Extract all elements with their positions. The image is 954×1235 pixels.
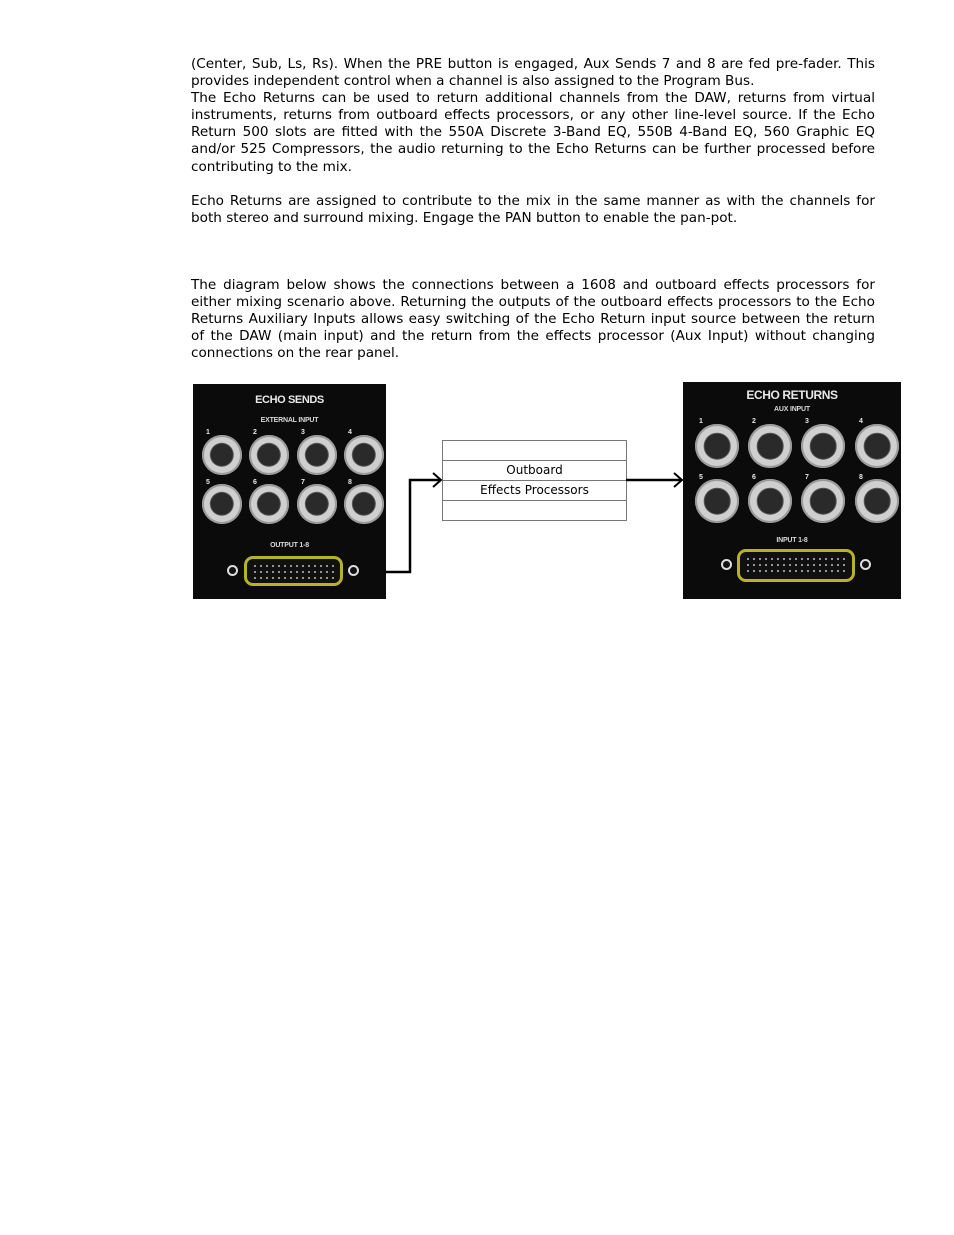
processor-label-line1: Outboard bbox=[443, 460, 626, 480]
xlr-jack-4 bbox=[855, 424, 899, 468]
echo-sends-connector-label: OUTPUT 1-8 bbox=[270, 542, 309, 549]
echo-returns-connector-label: INPUT 1-8 bbox=[776, 537, 808, 544]
jack-number: 3 bbox=[805, 418, 809, 425]
jack-number: 5 bbox=[699, 474, 703, 481]
echo-returns-subtitle: AUX INPUT bbox=[774, 406, 810, 413]
paragraph-echo-returns-usage: The Echo Returns can be used to return additional channels from the DAW, returns from virtual instruments, returns from outboard effects processors, or any other line-level source. If the Echo Return 500 slots are fitted with the 550A Discrete 3-Band EQ, 550B 4-Band EQ, 560 Graphic EQ and/or 525 Compressors, the audio returning to the Echo Returns can be further processed before contributing to the mix. bbox=[191, 90, 875, 175]
echo-returns-title: ECHO RETURNS bbox=[746, 388, 838, 402]
jack-number: 7 bbox=[805, 474, 809, 481]
jack-number: 1 bbox=[206, 429, 210, 436]
jack-number: 1 bbox=[699, 418, 703, 425]
xlr-jack-7 bbox=[801, 479, 845, 523]
xlr-jack-5 bbox=[695, 479, 739, 523]
jack-number: 4 bbox=[859, 418, 863, 425]
jack-number: 5 bbox=[206, 479, 210, 486]
jack-number: 6 bbox=[253, 479, 257, 486]
jack-number: 6 bbox=[752, 474, 756, 481]
xlr-jack-3 bbox=[801, 424, 845, 468]
jack-number: 2 bbox=[253, 429, 257, 436]
paragraph-diagram-intro: The diagram below shows the connections between a 1608 and outboard effects processors for either mixing scenario above. Returning the outputs of the outboard effects processors to the Echo Returns Auxiliary Inputs allows easy switching of the Echo Return input source between the return of the DAW (main input) and the return from the effects processor (Aux Input) without changing connections on the rear panel. bbox=[191, 277, 875, 362]
paragraph-aux-sends: (Center, Sub, Ls, Rs). When the PRE button is engaged, Aux Sends 7 and 8 are fed pre-fader. This provides independent control when a channel is also assigned to the Program Bus. bbox=[191, 56, 875, 90]
xlr-jack-1 bbox=[695, 424, 739, 468]
paragraph-echo-returns-assign: Echo Returns are assigned to contribute to the mix in the same manner as with the channels for both stereo and surround mixing. Engage the PAN button to enable the pan-pot. bbox=[191, 192, 875, 226]
dsub-connector bbox=[737, 549, 855, 582]
jack-number: 7 bbox=[301, 479, 305, 486]
echo-sends-subtitle: EXTERNAL INPUT bbox=[260, 417, 319, 424]
xlr-jack-6 bbox=[748, 479, 792, 523]
echo-sends-title: ECHO SENDS bbox=[255, 394, 324, 406]
xlr-jack-2 bbox=[748, 424, 792, 468]
jack-number: 4 bbox=[348, 429, 352, 436]
echo-returns-panel bbox=[683, 382, 901, 599]
processor-label-line2: Effects Processors bbox=[443, 480, 626, 500]
screw-left bbox=[721, 559, 732, 570]
jack-number: 8 bbox=[859, 474, 863, 481]
jack-number: 8 bbox=[348, 479, 352, 486]
jack-number: 3 bbox=[301, 429, 305, 436]
sends-to-processor-line bbox=[386, 480, 440, 572]
xlr-jack-8 bbox=[855, 479, 899, 523]
screw-right bbox=[860, 559, 871, 570]
jack-number: 2 bbox=[752, 418, 756, 425]
